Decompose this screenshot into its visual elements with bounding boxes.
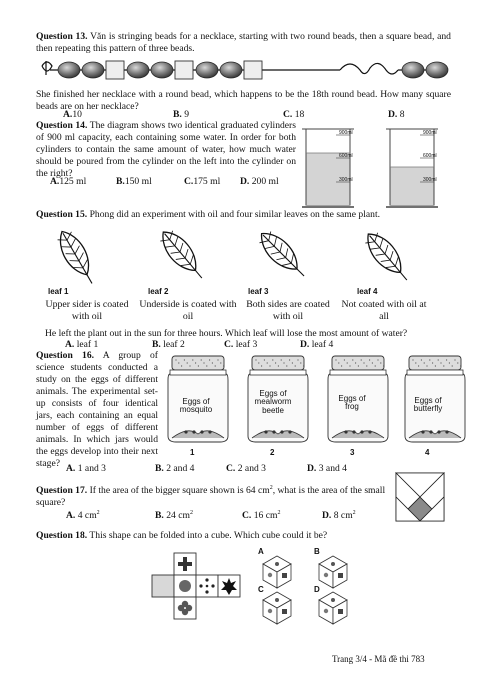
leaf-4-drawing	[360, 227, 415, 286]
leaf-2-caption: Underside is coated with oil	[139, 299, 237, 322]
leaf-3-label: leaf 3	[248, 287, 269, 296]
cylinder-left	[300, 125, 360, 210]
jar-3-label: Eggs of frog	[338, 394, 366, 412]
cube-b-label: B	[314, 547, 320, 556]
q16-option-c[interactable]: C. 2 and 3	[226, 463, 266, 474]
cube-option-b	[319, 556, 347, 588]
q15-option-b[interactable]: B. leaf 2	[152, 339, 185, 350]
cylinder-left-tick-900: 900ml	[339, 130, 353, 136]
jar-1-label: Eggs of mosquito	[179, 397, 213, 415]
square-bead	[106, 61, 124, 79]
cylinder-right	[384, 125, 444, 210]
q18-label: Question 18.	[36, 530, 88, 541]
q13-text	[36, 31, 451, 55]
q16-option-b[interactable]: B. 2 and 4	[155, 463, 195, 474]
q17-option-b[interactable]: B. 24 $cm^2$	[155, 510, 193, 522]
cylinder-right-tick-300: 300ml	[423, 177, 437, 183]
round-bead	[58, 62, 80, 78]
cylinder-right-tick-600: 600ml	[423, 153, 437, 159]
page-footer: Trang 3/4 - Mã đề thi 783	[332, 654, 425, 664]
leaf-3-caption: Both sides are coated with oil	[246, 299, 330, 322]
bead-row	[58, 61, 448, 79]
round-bead	[127, 62, 149, 78]
q17-text: Question 17. If the area of the bigger square shown is 64 $cm^2$, what is the area of the small square?	[36, 485, 386, 509]
q15-body: Phong did an experiment with oil and four similar leaves on the same plant.	[89, 209, 381, 220]
q16-option-a[interactable]: A. 1 and 3	[66, 463, 106, 474]
q16-label: Question 16.	[36, 350, 95, 361]
leaf-1-drawing	[53, 226, 101, 288]
cube-option-a	[263, 556, 291, 588]
q17-option-a[interactable]: A. 4 $cm^2$	[66, 510, 100, 522]
q13-body: Văn is stringing beads for a necklace, starting with two round beads, then a square bead, and then repeating this pattern of three beads.	[36, 31, 451, 54]
tangram-square-diagram	[395, 472, 445, 522]
cube-c-label: C	[258, 585, 264, 594]
q14-label: Question 14.	[36, 120, 88, 131]
round-bead	[426, 62, 448, 78]
q14-option-a[interactable]: A.125 ml	[50, 176, 87, 187]
q17-option-d[interactable]: D. 8 $cm^2$	[322, 510, 356, 522]
round-bead	[151, 62, 173, 78]
q15-label: Question 15.	[36, 209, 88, 220]
cube-option-d	[319, 592, 347, 624]
q15-text	[36, 209, 451, 221]
q16-options	[66, 463, 347, 475]
round-bead	[82, 62, 104, 78]
q16-text	[36, 350, 158, 470]
round-bead	[402, 62, 424, 78]
cylinder-right-tick-900: 900ml	[423, 130, 437, 136]
cube-d-label: D	[314, 585, 320, 594]
round-bead	[196, 62, 218, 78]
leaf-1-label: leaf 1	[48, 287, 69, 296]
q16-option-d[interactable]: D. 3 and 4	[307, 463, 347, 474]
leaf-2-label: leaf 2	[148, 287, 169, 296]
cylinder-left-tick-600: 600ml	[339, 153, 353, 159]
net-circle-icon	[179, 580, 191, 592]
q13-option-b[interactable]: B. 9	[173, 109, 190, 120]
jar-4-label: Eggs of butterfly	[413, 396, 443, 414]
square-bead	[175, 61, 193, 79]
square-bead	[244, 61, 262, 79]
jar-4-number: 4	[425, 448, 430, 457]
jar-1-number: 1	[190, 448, 195, 457]
q15-option-d[interactable]: D. leaf 4	[300, 339, 334, 350]
q16-body: A group of science students conducted a study on the eggs of different animals. The experimental set-up consists of four identical jars, each containing an equal number of eggs of different animals. In which jars would the eggs develop into their next stage?	[36, 350, 158, 469]
leaf-4-label: leaf 4	[357, 287, 378, 296]
jar-2-label: Eggs of mealworm beetle	[254, 389, 292, 415]
cylinder-left-tick-300: 300ml	[339, 177, 353, 183]
leaf-drawings	[0, 222, 480, 288]
q18-body: This shape can be folded into a cube. Which cube could it be?	[89, 530, 328, 541]
cube-options	[255, 550, 350, 622]
q14-body: The diagram shows two identical graduated cylinders of 900 ml capacity, each containing some water. In order for both cylinders to contain the same amount of water, how much water should be poured from the cylinder on the left into the cylinder on the right?	[36, 120, 296, 179]
jar-2-number: 2	[270, 448, 275, 457]
q13-option-a[interactable]: A.10	[63, 109, 82, 120]
necklace-diagram	[40, 58, 450, 84]
jar-3-number: 3	[350, 448, 355, 457]
q15-option-c[interactable]: C. leaf 3	[224, 339, 258, 350]
q14-option-d[interactable]: D. 200 ml	[240, 176, 279, 187]
q17-options	[66, 510, 356, 522]
cube-a-label: A	[258, 547, 264, 556]
q13-question: She finished her necklace with a round bead, which happens to be the 18th round bead. How many square beads are on her necklace?	[36, 89, 451, 112]
q17-label: Question 17.	[36, 485, 88, 497]
leaf-2-drawing	[155, 225, 210, 284]
q17-option-c[interactable]: C. 16 $cm^2$	[242, 510, 281, 522]
leaf-4-caption: Not coated with oil at all	[341, 299, 427, 322]
leaf-1-caption: Upper sider is coated with oil	[45, 299, 129, 322]
q15-option-a[interactable]: A. leaf 1	[65, 339, 99, 350]
q15-question: He left the plant out in the sun for three hours. Which leaf will lose the most amount of water?	[45, 328, 408, 339]
q18-text	[36, 530, 451, 542]
cube-net	[150, 553, 250, 623]
q13-label: Question 13.	[36, 31, 88, 42]
cube-option-c	[263, 592, 291, 624]
round-bead	[220, 62, 242, 78]
q13-option-c[interactable]: C. 18	[283, 109, 305, 120]
q13-option-d[interactable]: D. 8	[388, 109, 405, 120]
q14-text	[36, 120, 296, 180]
q14-option-b[interactable]: B.150 ml	[116, 176, 152, 187]
q14-options	[50, 176, 279, 188]
leaf-3-drawing	[254, 226, 311, 283]
q14-option-c[interactable]: C.175 ml	[184, 176, 221, 187]
